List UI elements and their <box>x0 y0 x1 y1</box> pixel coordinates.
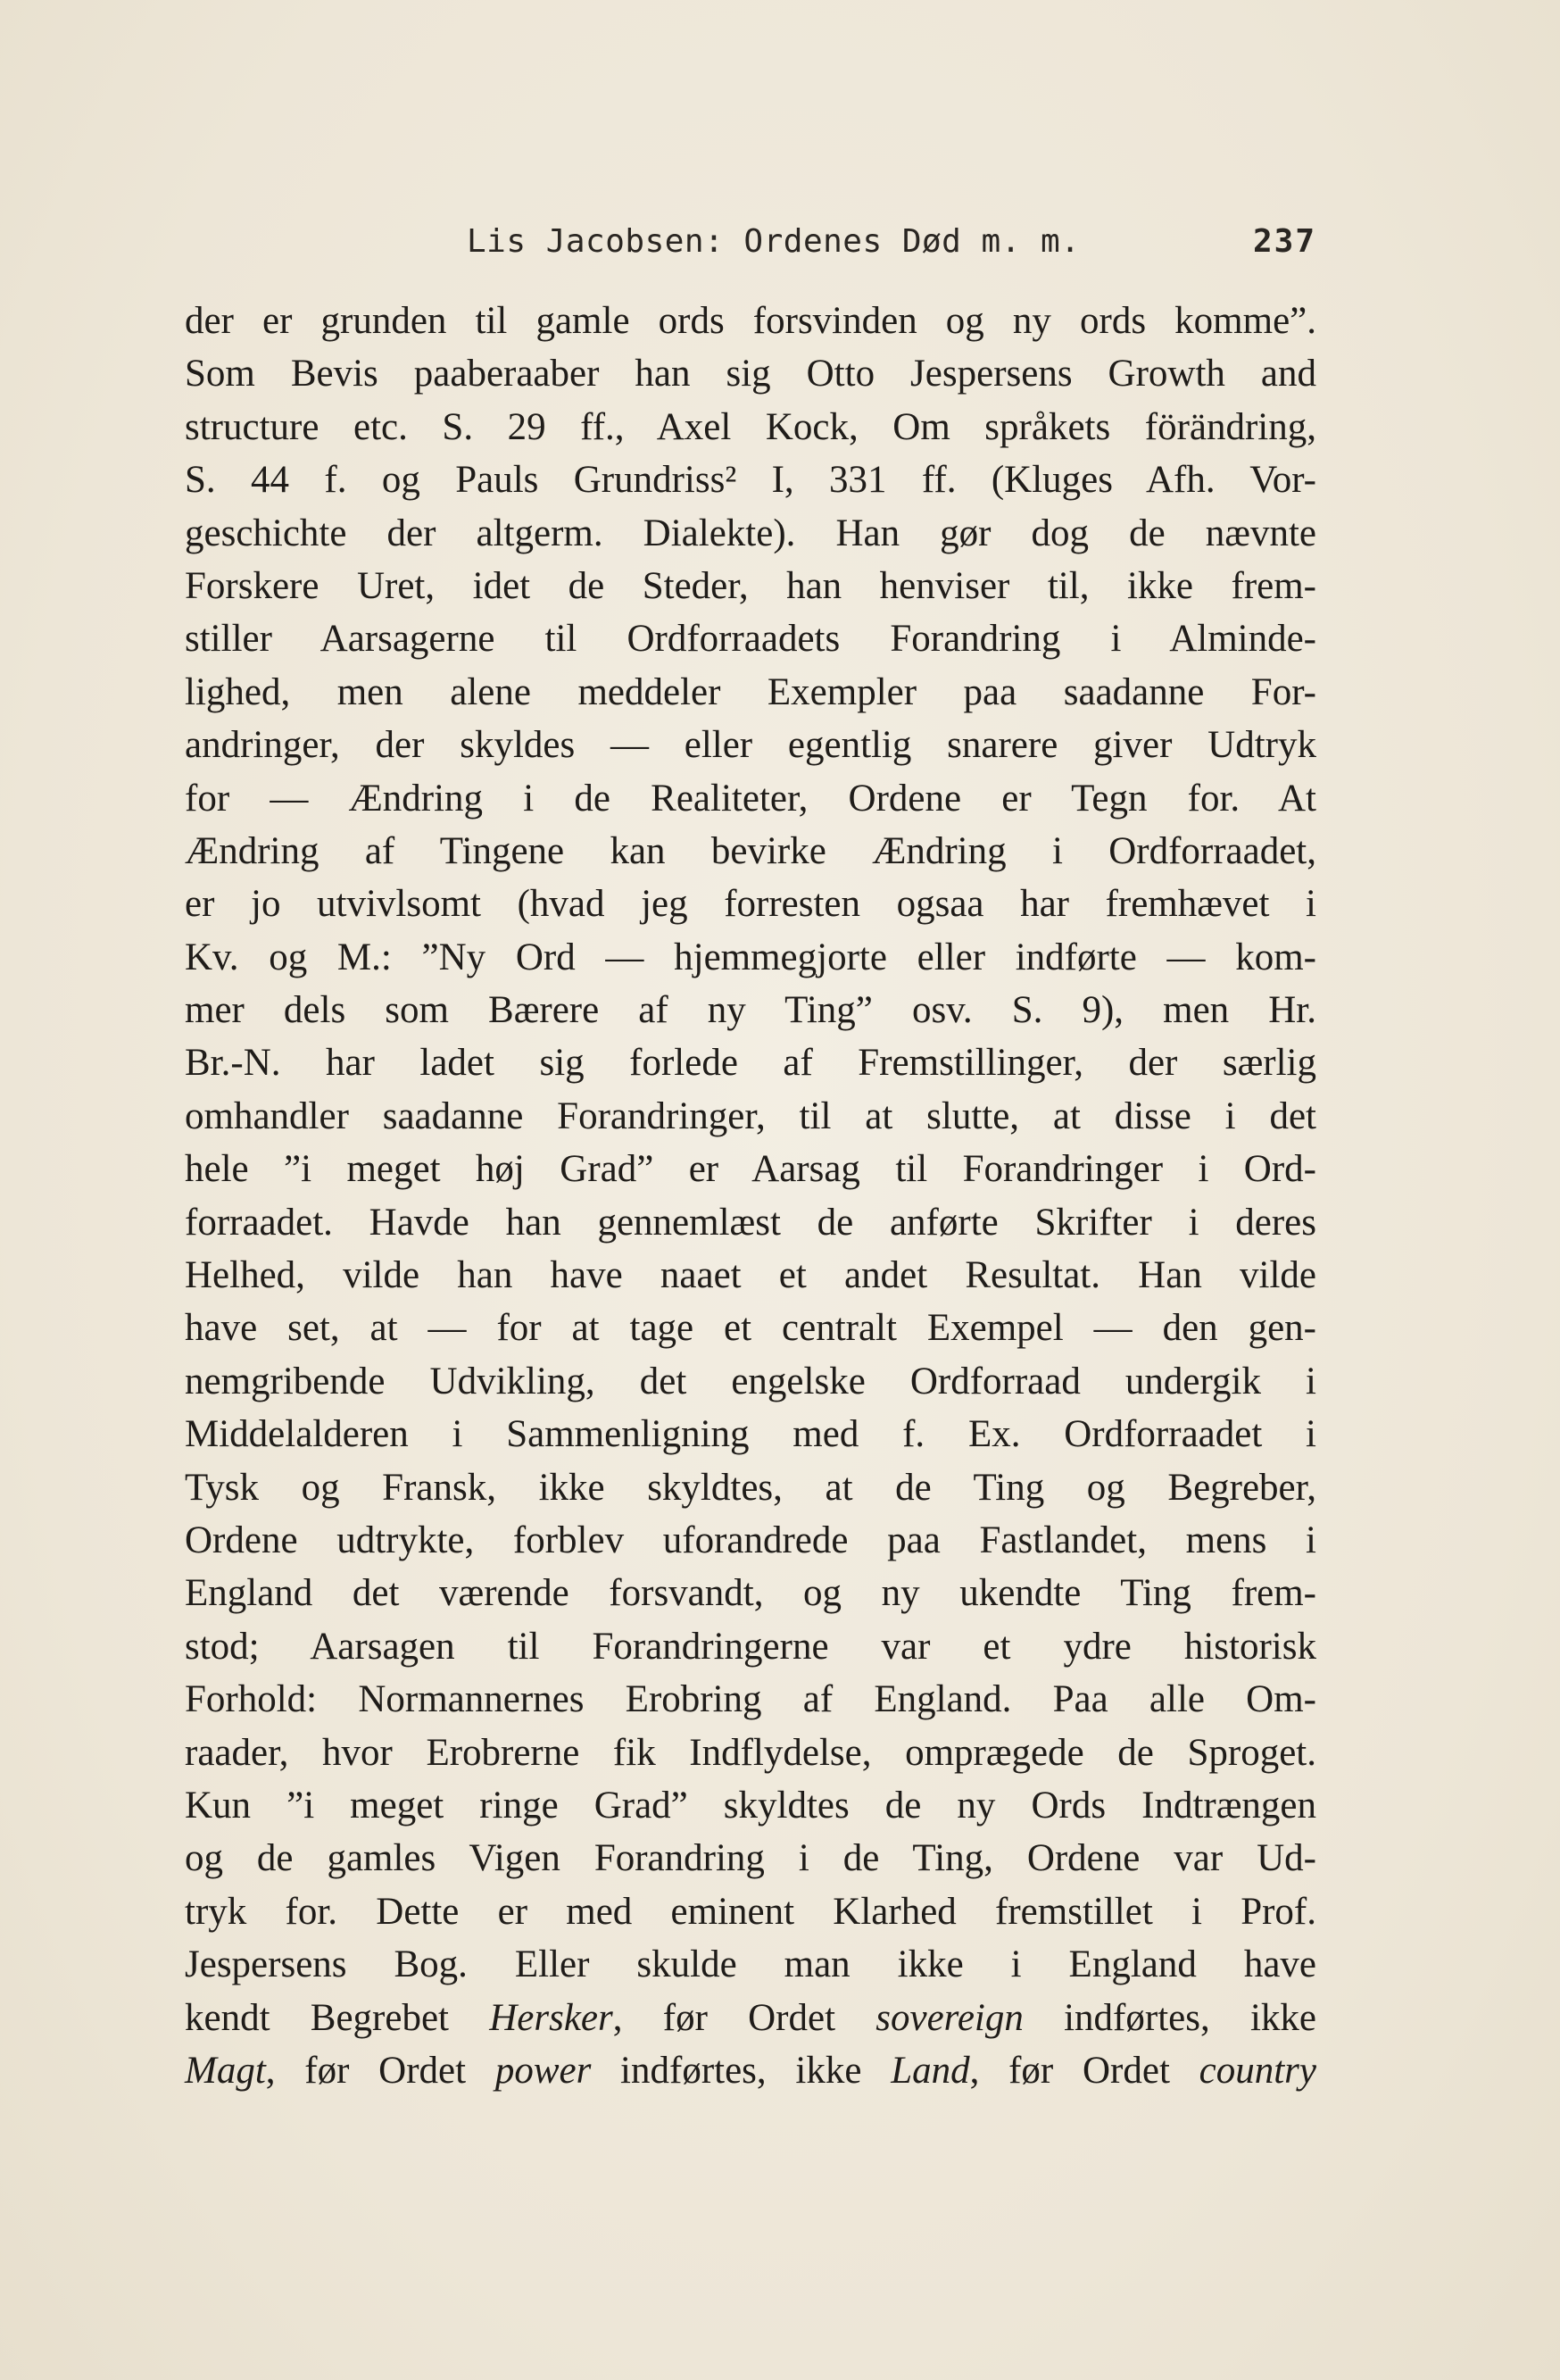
text-line: Tysk og Fransk, ikke skyldtes, at de Ting og Begreber, <box>185 1466 1316 1509</box>
text-line: forraadet. Havde han gennemlæst de anførte Skrifter i deres <box>185 1201 1316 1244</box>
text-line: mer dels som Bærere af ny Ting” osv. S. 9), men Hr. <box>185 989 1316 1032</box>
text-line: raader, hvor Erobrerne fik Indflydelse, omprægede de Sproget. <box>185 1731 1316 1774</box>
text-line: stod; Aarsagen til Forandringerne var et ydre historisk <box>185 1625 1316 1668</box>
body-text <box>185 295 1316 2097</box>
text-line: Som Bevis paaberaaber han sig Otto Jespersens Growth and <box>185 353 1316 395</box>
page-header <box>185 223 1316 268</box>
text-line: Ordene udtrykte, forblev uforandrede paa Fastlandet, mens i <box>185 1519 1316 1561</box>
text-line: for — Ændring i de Realiteter, Ordene er Tegn for. At <box>185 777 1316 820</box>
italic-word: country <box>1199 2049 1316 2092</box>
text-run: indførtes, ikke <box>1023 1996 1316 2039</box>
text-run: , før Ordet <box>612 1996 876 2039</box>
text-line: Forskere Uret, idet de Steder, han henviser til, ikke frem- <box>185 564 1316 607</box>
text-line: Helhed, vilde han have naaet et andet Resultat. Han vilde <box>185 1254 1316 1297</box>
text-line: lighed, men alene meddeler Exempler paa saadanne For- <box>185 670 1316 713</box>
italic-word: Land <box>891 2049 970 2092</box>
text-line-mixed <box>185 1992 1316 2044</box>
text-line: og de gamles Vigen Forandring i de Ting, Ordene var Ud- <box>185 1837 1316 1880</box>
text-line: structure etc. S. 29 ff., Axel Kock, Om språkets förändring, <box>185 405 1316 448</box>
text-line: Ændring af Tingene kan bevirke Ændring i Ordforraadet, <box>185 829 1316 872</box>
text-run: indførtes, ikke <box>591 2049 892 2092</box>
italic-word: Magt <box>185 2049 266 2092</box>
text-line: have set, at — for at tage et centralt Exempel — den gen- <box>185 1307 1316 1350</box>
italic-word: sovereign <box>875 1996 1024 2039</box>
text-line: S. 44 f. og Pauls Grundriss² I, 331 ff. (Kluges Afh. Vor- <box>185 459 1316 502</box>
text-line: Kv. og M.: ”Ny Ord — hjemmegjorte eller indførte — kom- <box>185 936 1316 978</box>
text-run: , før Ordet <box>265 2049 495 2092</box>
italic-word: power <box>494 2049 592 2092</box>
text-line: England det værende forsvandt, og ny ukendte Ting frem- <box>185 1572 1316 1615</box>
text-line: der er grunden til gamle ords forsvinden og ny ords komme”. <box>185 300 1316 342</box>
text-line: andringer, der skyldes — eller egentlig snarere giver Udtryk <box>185 724 1316 767</box>
text-line: tryk for. Dette er med eminent Klarhed fremstillet i Prof. <box>185 1890 1316 1933</box>
text-line: Br.-N. har ladet sig forlede af Fremstillinger, der særlig <box>185 1042 1316 1085</box>
text-line: stiller Aarsagerne til Ordforraadets Forandring i Alminde- <box>185 618 1316 661</box>
italic-word: Hersker <box>489 1996 613 2039</box>
text-line: Kun ”i meget ringe Grad” skyldtes de ny Ords Indtrængen <box>185 1784 1316 1827</box>
text-line-mixed <box>185 2044 1316 2097</box>
text-line: nemgribende Udvikling, det engelske Ordforraad undergik i <box>185 1360 1316 1402</box>
text-line: er jo utvivlsomt (hvad jeg forresten ogsaa har fremhævet i <box>185 883 1316 926</box>
text-line: geschichte der altgerm. Dialekte). Han gør dog de nævnte <box>185 512 1316 554</box>
running-head: Lis Jacobsen: Ordenes Død m. m. <box>467 223 1081 260</box>
text-line: Middelalderen i Sammenligning med f. Ex. Ordforraadet i <box>185 1413 1316 1456</box>
page-number: 237 <box>1252 223 1316 260</box>
text-line: Jespersens Bog. Eller skulde man ikke i England have <box>185 1943 1316 1986</box>
text-line: omhandler saadanne Forandringer, til at slutte, at disse i det <box>185 1094 1316 1137</box>
text-line: Forhold: Normannernes Erobring af England. Paa alle Om- <box>185 1678 1316 1721</box>
text-run: , før Ordet <box>969 2049 1199 2092</box>
text-line: hele ”i meget høj Grad” er Aarsag til Forandringer i Ord- <box>185 1148 1316 1191</box>
text-run: kendt Begrebet <box>185 1996 490 2039</box>
